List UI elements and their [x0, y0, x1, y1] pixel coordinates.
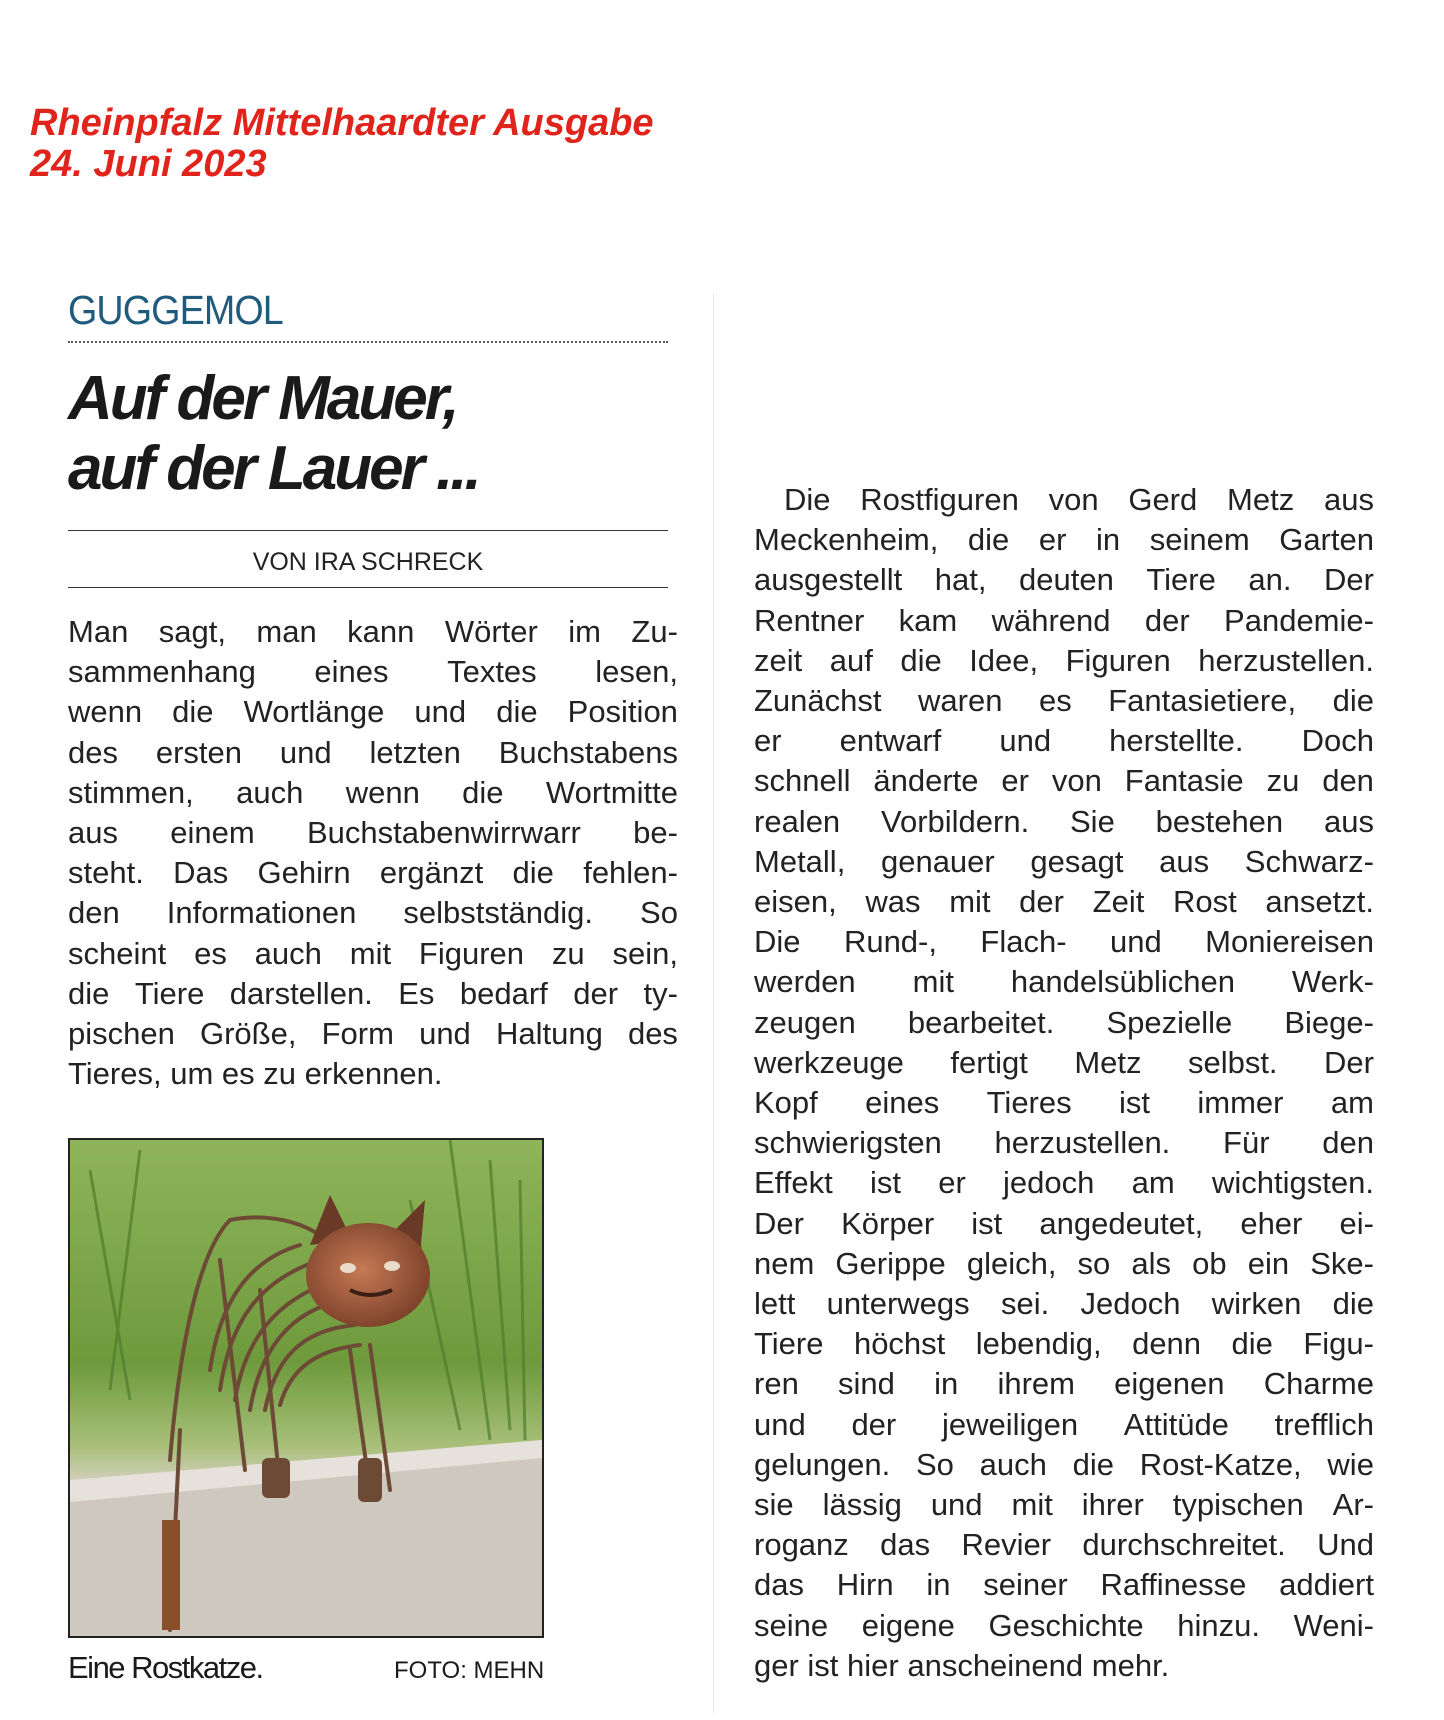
- article-line: roganz das Revier durchschreitet. Und: [754, 1527, 1374, 1563]
- article-line: werden mit handelsüblichen Werk-: [754, 964, 1374, 1000]
- article-line: das Hirn in seiner Raffinesse addiert: [754, 1567, 1374, 1603]
- article-line: sammenhang eines Textes lesen,: [68, 654, 678, 690]
- column-divider: [713, 293, 714, 1713]
- rust-cat-image: [70, 1140, 542, 1636]
- article-line: Rentner kam während der Pandemie-: [754, 602, 1374, 638]
- article-line: nem Gerippe gleich, so als ob ein Ske-: [754, 1245, 1374, 1281]
- article-line: ausgestellt hat, deuten Tiere an. Der: [754, 562, 1374, 598]
- article-line: werkzeuge fertigt Metz selbst. Der: [754, 1044, 1374, 1080]
- byline-rule-top: [68, 530, 668, 531]
- article-line: lett unterwegs sei. Jedoch wirken die: [754, 1286, 1374, 1322]
- article-line: schwierigsten herzustellen. Für den: [754, 1125, 1374, 1161]
- headline-line: Auf der Mauer,: [68, 364, 457, 433]
- article-line: sie lässig und mit ihrer typischen Ar-: [754, 1487, 1374, 1523]
- article-line: Die Rund-, Flach- und Moniereisen: [754, 924, 1374, 960]
- article-line: Meckenheim, die er in seinem Garten: [754, 522, 1374, 558]
- article-line: Man sagt, man kann Wörter im Zu-: [68, 614, 678, 649]
- byline: VON IRA SCHRECK: [252, 548, 484, 576]
- article-line: Die Rostfiguren von Gerd Metz aus: [784, 482, 1374, 517]
- article-line: eisen, was mit der Zeit Rost ansetzt.: [754, 884, 1374, 920]
- article-line: steht. Das Gehirn ergänzt die fehlen-: [68, 855, 678, 891]
- byline-rule-bottom: [68, 587, 668, 588]
- article-line: Effekt ist er jedoch am wichtigsten.: [754, 1165, 1374, 1201]
- article-line: wenn die Wortlänge und die Position: [68, 694, 678, 730]
- article-line: zeit auf die Idee, Figuren herzustellen.: [754, 642, 1374, 678]
- cat-sculpture-photo: [68, 1138, 544, 1638]
- headline: [68, 364, 479, 504]
- article-line: stimmen, auch wenn die Wortmitte: [68, 774, 678, 810]
- article-line: ren sind in ihrem eigenen Charme: [754, 1366, 1374, 1402]
- article-line: pischen Größe, Form und Haltung des: [68, 1016, 678, 1052]
- article-line: aus einem Buchstabenwirrwarr be-: [68, 815, 678, 851]
- article-line: Tieres, um es zu erkennen.: [68, 1056, 443, 1092]
- article-line: schnell änderte er von Fantasie zu den: [754, 763, 1374, 799]
- article-line: ger ist hier anscheinend mehr.: [754, 1647, 1170, 1683]
- publication-name: Rheinpfalz Mittelhaardter Ausgabe: [30, 102, 654, 144]
- article-line: den Informationen selbstständig. So: [68, 895, 678, 931]
- rubric-title: GUGGEMOL: [68, 287, 283, 333]
- article-line: des ersten und letzten Buchstabens: [68, 734, 678, 770]
- article-column-1: [68, 612, 678, 1094]
- article-line: gelungen. So auch die Rost-Katze, wie: [754, 1446, 1374, 1482]
- source-label: [30, 103, 654, 185]
- article-line: seine eigene Geschichte hinzu. Weni-: [754, 1607, 1374, 1643]
- article-line: Metall, genauer gesagt aus Schwarz-: [754, 843, 1374, 879]
- dotted-divider: [68, 341, 668, 343]
- headline-line: auf der Lauer ...: [68, 434, 479, 503]
- article-line: Zunächst waren es Fantasietiere, die: [754, 683, 1374, 719]
- photo-caption: Eine Rostkatze.: [68, 1650, 263, 1685]
- article-line: die Tiere darstellen. Es bedarf der ty-: [68, 975, 678, 1011]
- article-line: scheint es auch mit Figuren zu sein,: [68, 935, 678, 971]
- article-line: er entwarf und herstellte. Doch: [754, 723, 1374, 759]
- article-line: Der Körper ist angedeutet, eher ei-: [754, 1205, 1374, 1241]
- article-line: realen Vorbildern. Sie bestehen aus: [754, 803, 1374, 839]
- article-column-2: [754, 480, 1374, 1686]
- article-line: Tiere höchst lebendig, denn die Figu-: [754, 1326, 1374, 1362]
- article-line: zeugen bearbeitet. Spezielle Biege-: [754, 1004, 1374, 1040]
- article-line: und der jeweiligen Attitüde trefflich: [754, 1406, 1374, 1442]
- photo-credit: FOTO: MEHN: [394, 1657, 545, 1684]
- article-line: Kopf eines Tieres ist immer am: [754, 1085, 1374, 1121]
- publication-date: 24. Juni 2023: [30, 143, 267, 185]
